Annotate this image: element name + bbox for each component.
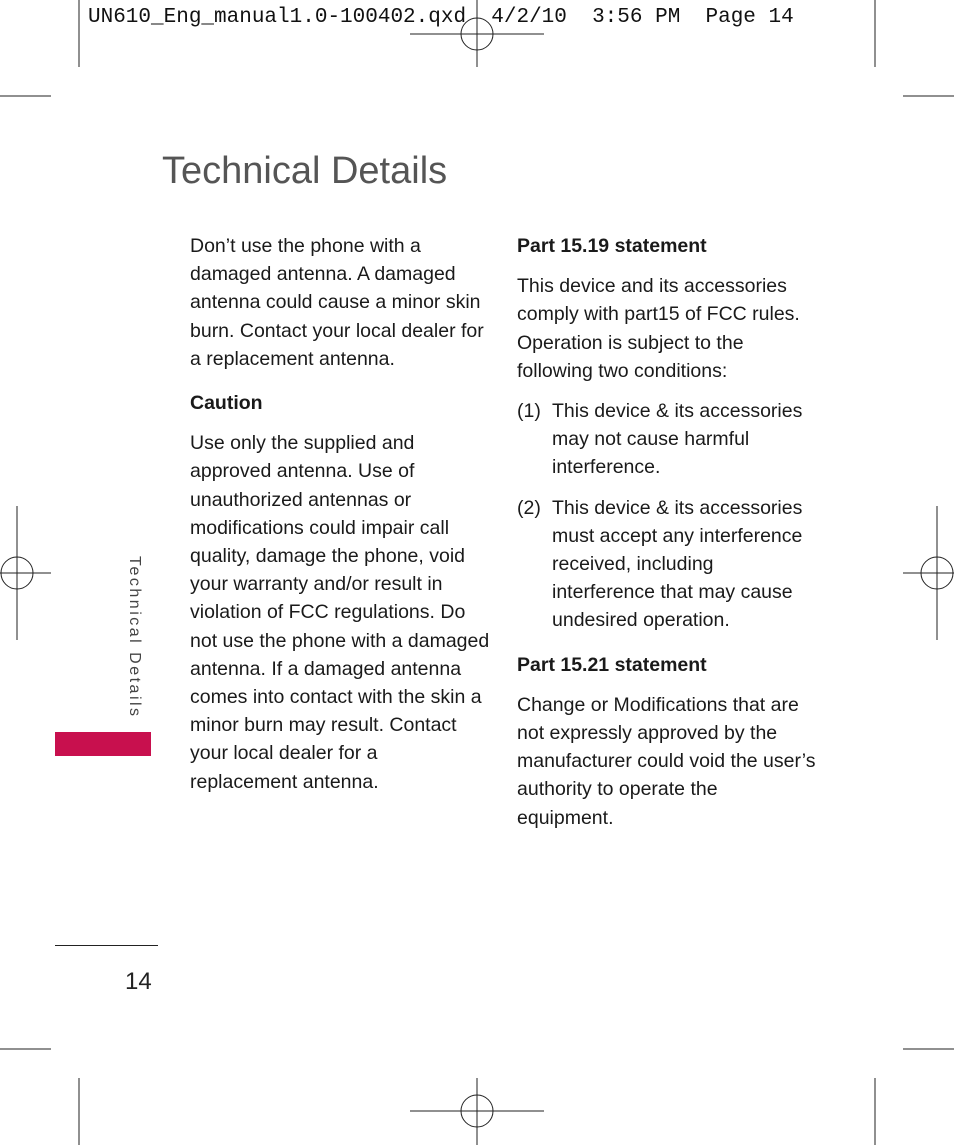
section-color-tab <box>55 732 151 756</box>
part-15-21-heading: Part 15.21 statement <box>517 653 707 676</box>
condition-text: This device & its accessories must accept any interference received, including interference that may cause undesired operation. <box>552 496 803 632</box>
page-number: 14 <box>125 968 152 995</box>
condition-item <box>517 397 817 482</box>
part-15-19-heading: Part 15.19 statement <box>517 235 707 257</box>
print-slug-line: UN610_Eng_manual1.0-100402.qxd 4/2/10 3:56 PM Page 14 <box>88 6 794 29</box>
part-15-21-text: Change or Modifications that are not expressly approved by the manufacturer could void the user’s authority to operate the equipment. <box>517 693 816 829</box>
side-section-label: Technical Details <box>126 556 143 719</box>
caution-heading: Caution <box>190 392 263 415</box>
condition-item <box>517 494 817 635</box>
condition-text: This device & its accessories may not cause harmful interference. <box>552 400 803 479</box>
antenna-warning-text: Don’t use the phone with a damaged antenna. A damaged antenna could cause a minor skin burn. Contact your local dealer for a replacement antenna. <box>190 235 484 370</box>
left-column <box>190 232 490 796</box>
footer-rule <box>55 945 158 946</box>
part-15-19-text: This device and its accessories comply with part15 of FCC rules. Operation is subject to the following two conditions: <box>517 275 800 382</box>
caution-text: Use only the supplied and approved antenna. Use of unauthorized antennas or modifications could impair call quality, damage the phone, void your warranty and/or result in violation of FCC regulations. Do not use the phone with a damaged antenna. If a damaged antenna comes into contact with the skin a minor burn may result. Contact your local dealer for a replacement antenna. <box>190 432 490 793</box>
right-column <box>517 232 817 832</box>
condition-number: (1) <box>517 400 541 423</box>
condition-number: (2) <box>517 496 541 519</box>
page-title: Technical Details <box>162 150 448 192</box>
